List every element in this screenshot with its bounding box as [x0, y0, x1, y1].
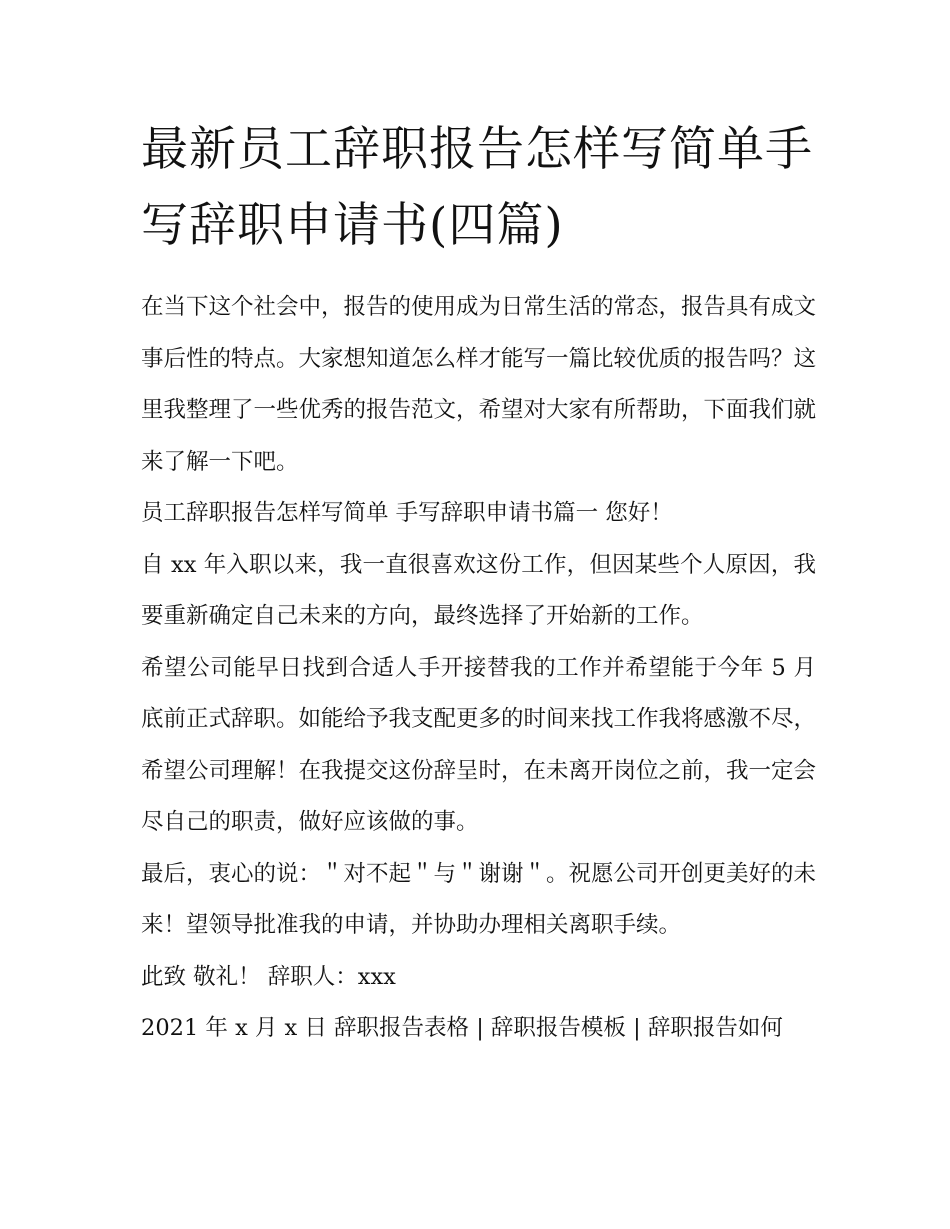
paragraph-intro: 在当下这个社会中，报告的使用成为日常生活的常态，报告具有成文事后性的特点。大家想知道怎么样才能写一篇比较优质的报告吗？这里我整理了一些优秀的报告范文，希望对大家有所帮助，下面我们就来了解一下吧。	[141, 294, 817, 475]
paragraph-resignation-date: 希望公司能早日找到合适人手开接替我的工作并希望能于今年 5 月底前正式辞职。如能给予我支配更多的时间来找工作我将感激不尽，希望公司理解！在我提交这份辞呈时，在未离开岗位之前，我一定会尽自己的职责，做好应该做的事。	[141, 654, 817, 835]
paragraph-closing: 最后，衷心的说：＂对不起＂与＂谢谢＂。祝愿公司开创更美好的未来！望领导批准我的申请，并协助办理相关离职手续。	[141, 860, 817, 938]
document-content	[141, 112, 816, 1055]
paragraph-section-heading: 员工辞职报告怎样写简单 手写辞职申请书篇一 您好！	[141, 500, 673, 526]
paragraph-signature: 此致 敬礼！ 辞职人：xxx	[141, 963, 396, 990]
document-body	[141, 282, 816, 1055]
document-title: 最新员工辞职报告怎样写简单手写辞职申请书(四篇)	[141, 122, 813, 253]
paragraph-date-links: 2021 年 x 月 x 日 辞职报告表格 | 辞职报告模板 | 辞职报告如何	[141, 1015, 783, 1041]
paragraph-employment: 自 xx 年入职以来，我一直很喜欢这份工作，但因某些个人原因，我要重新确定自己未来的方向，最终选择了开始新的工作。	[141, 551, 816, 629]
